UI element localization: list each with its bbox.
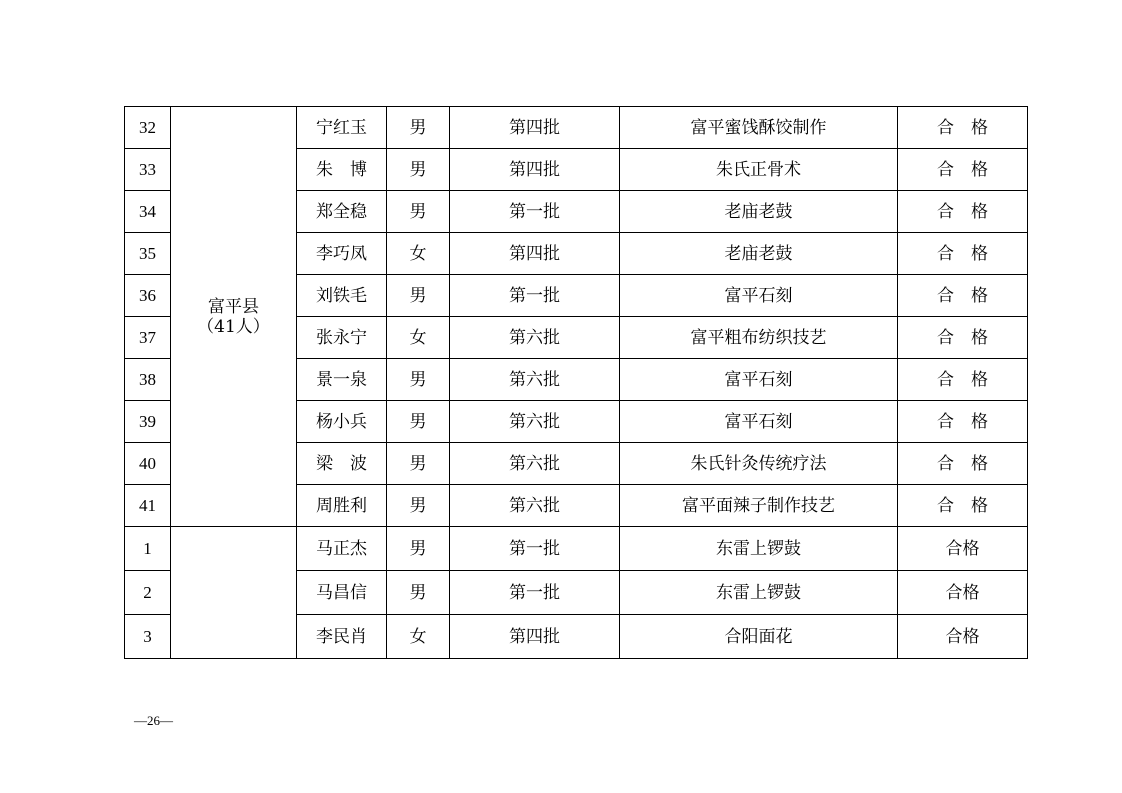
gender: 男 — [387, 191, 450, 233]
batch: 第一批 — [450, 191, 620, 233]
project-name: 老庙老鼓 — [620, 191, 898, 233]
inheritor-name: 李民肖 — [297, 615, 387, 659]
project-name: 东雷上锣鼓 — [620, 571, 898, 615]
assessment-result: 合格 — [898, 615, 1028, 659]
page-number: —26— — [134, 713, 173, 728]
inheritor-name: 马昌信 — [297, 571, 387, 615]
inheritor-name: 梁 波 — [297, 443, 387, 485]
inheritor-name: 李巧凤 — [297, 233, 387, 275]
assessment-result: 合 格 — [898, 485, 1028, 527]
project-name: 富平石刻 — [620, 275, 898, 317]
gender: 男 — [387, 443, 450, 485]
row-number: 39 — [125, 401, 171, 443]
row-number: 41 — [125, 485, 171, 527]
inheritor-name: 杨小兵 — [297, 401, 387, 443]
project-name: 富平石刻 — [620, 401, 898, 443]
project-name: 富平石刻 — [620, 359, 898, 401]
batch: 第六批 — [450, 485, 620, 527]
project-name: 东雷上锣鼓 — [620, 527, 898, 571]
project-name: 富平粗布纺织技艺 — [620, 317, 898, 359]
batch: 第四批 — [450, 233, 620, 275]
row-number: 1 — [125, 527, 171, 571]
gender: 男 — [387, 401, 450, 443]
gender: 女 — [387, 317, 450, 359]
project-name: 富平蜜饯酥饺制作 — [620, 107, 898, 149]
gender: 男 — [387, 275, 450, 317]
inheritor-name: 马正杰 — [297, 527, 387, 571]
gender: 男 — [387, 149, 450, 191]
batch: 第六批 — [450, 359, 620, 401]
batch: 第六批 — [450, 317, 620, 359]
batch: 第六批 — [450, 401, 620, 443]
project-name: 朱氏正骨术 — [620, 149, 898, 191]
county-cell — [171, 107, 297, 527]
batch: 第一批 — [450, 527, 620, 571]
inheritor-name: 刘铁毛 — [297, 275, 387, 317]
county-name: 富平县 — [208, 296, 259, 317]
county-cell-empty — [171, 527, 297, 659]
project-name: 富平面辣子制作技艺 — [620, 485, 898, 527]
inheritor-name: 景一泉 — [297, 359, 387, 401]
gender: 女 — [387, 233, 450, 275]
assessment-result: 合 格 — [898, 317, 1028, 359]
assessment-result: 合 格 — [898, 401, 1028, 443]
row-number: 40 — [125, 443, 171, 485]
batch: 第四批 — [450, 107, 620, 149]
gender: 男 — [387, 571, 450, 615]
row-number: 34 — [125, 191, 171, 233]
inheritor-name: 周胜利 — [297, 485, 387, 527]
row-number: 3 — [125, 615, 171, 659]
row-number: 38 — [125, 359, 171, 401]
project-name: 合阳面花 — [620, 615, 898, 659]
inheritor-name: 朱 博 — [297, 149, 387, 191]
project-name: 朱氏针灸传统疗法 — [620, 443, 898, 485]
table-row — [125, 527, 1028, 571]
row-number: 2 — [125, 571, 171, 615]
row-number: 33 — [125, 149, 171, 191]
batch: 第一批 — [450, 571, 620, 615]
row-number: 32 — [125, 107, 171, 149]
assessment-result: 合 格 — [898, 149, 1028, 191]
assessment-result: 合 格 — [898, 233, 1028, 275]
project-name: 老庙老鼓 — [620, 233, 898, 275]
batch: 第四批 — [450, 149, 620, 191]
gender: 男 — [387, 485, 450, 527]
inheritor-name: 张永宁 — [297, 317, 387, 359]
assessment-result: 合格 — [898, 571, 1028, 615]
assessment-result: 合格 — [898, 527, 1028, 571]
inheritor-name: 郑全稳 — [297, 191, 387, 233]
assessment-result: 合 格 — [898, 359, 1028, 401]
row-number: 36 — [125, 275, 171, 317]
batch: 第六批 — [450, 443, 620, 485]
inheritor-name: 宁红玉 — [297, 107, 387, 149]
assessment-result: 合 格 — [898, 443, 1028, 485]
gender: 男 — [387, 527, 450, 571]
table-row — [125, 107, 1028, 149]
gender: 男 — [387, 359, 450, 401]
row-number: 35 — [125, 233, 171, 275]
assessment-result: 合 格 — [898, 191, 1028, 233]
roster-table — [124, 106, 1028, 659]
county-count: （41人） — [197, 316, 270, 337]
batch: 第四批 — [450, 615, 620, 659]
assessment-result: 合 格 — [898, 275, 1028, 317]
gender: 女 — [387, 615, 450, 659]
gender: 男 — [387, 107, 450, 149]
row-number: 37 — [125, 317, 171, 359]
assessment-result: 合 格 — [898, 107, 1028, 149]
batch: 第一批 — [450, 275, 620, 317]
